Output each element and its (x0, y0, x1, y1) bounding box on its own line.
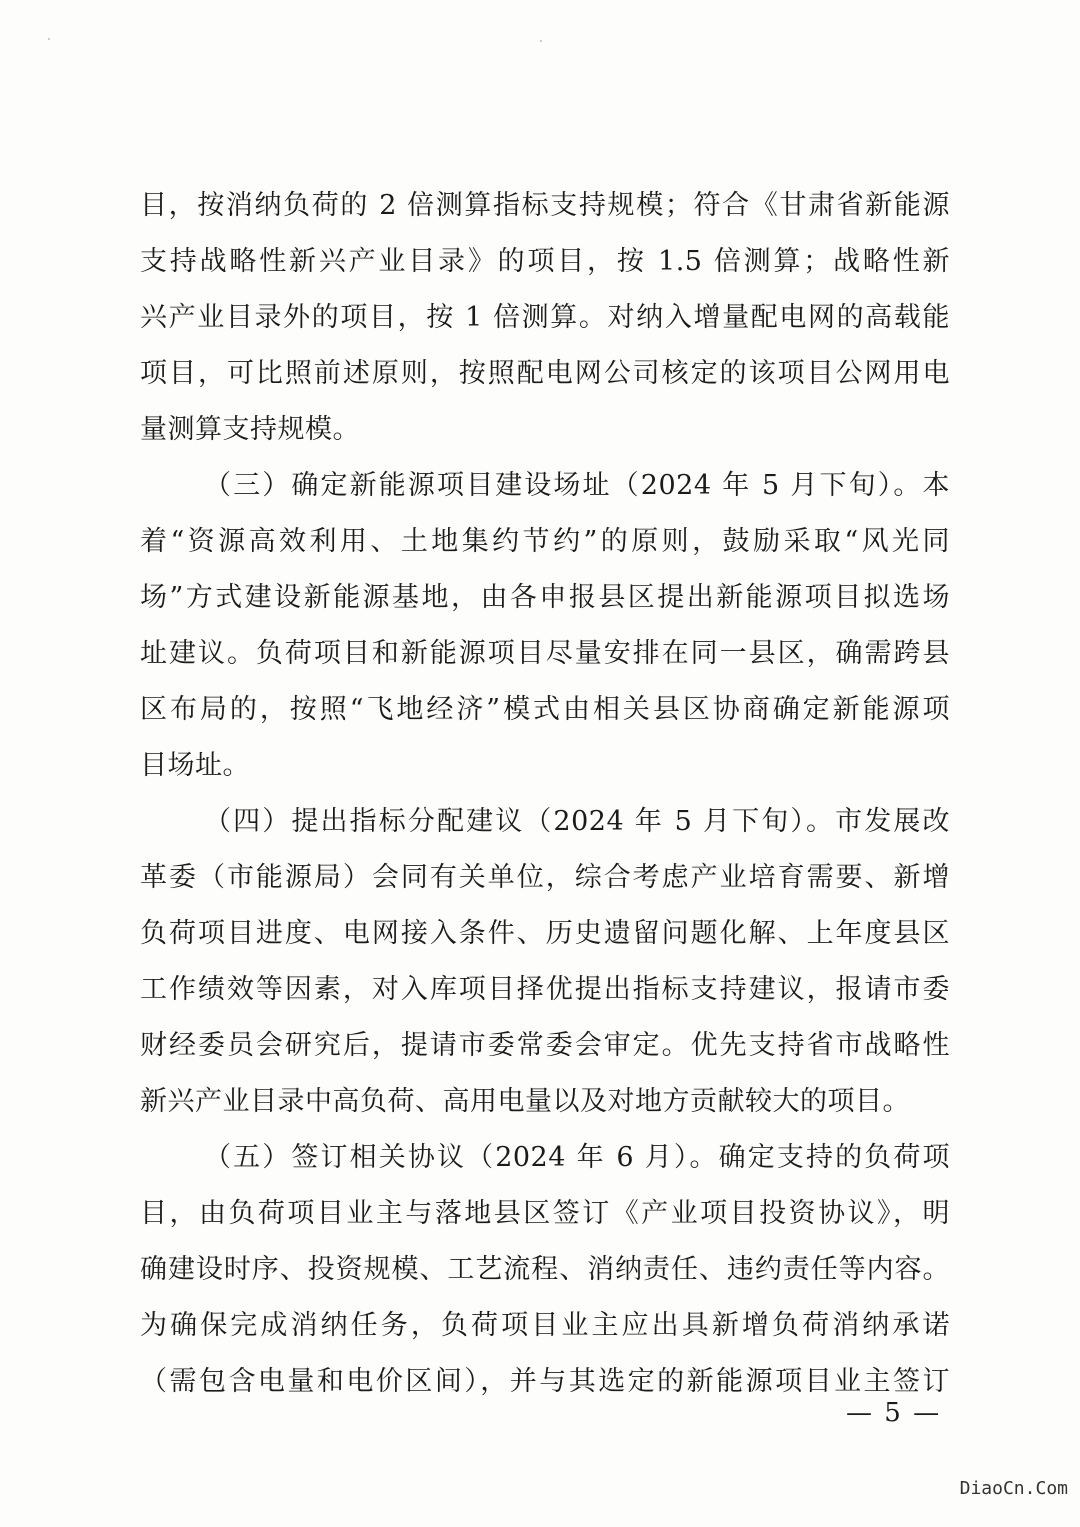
text-line: 负荷项目进度、电网接入条件、历史遗留问题化解、上年度县区 (140, 918, 950, 949)
scan-speck (48, 38, 50, 40)
text-line: 支持战略性新兴产业目录》的项目，按 1.5 倍测算；战略性新 (140, 246, 950, 277)
text-line: 为确保完成消纳任务，负荷项目业主应出具新增负荷消纳承诺 (140, 1310, 950, 1341)
text-line: 量测算支持规模。 (140, 414, 360, 445)
section-heading-line: （四）提出指标分配建议（2024 年 5 月下旬）。市发展改 (204, 806, 950, 837)
text-line: 着“资源高效利用、土地集约节约”的原则，鼓励采取“风光同 (140, 526, 950, 557)
text-line: 项目，可比照前述原则，按照配电网公司核定的该项目公网用电 (140, 358, 950, 389)
text-line: 新兴产业目录中高负荷、高用电量以及对地方贡献较大的项目。 (140, 1086, 910, 1117)
text-line: 目，按消纳负荷的 2 倍测算指标支持规模；符合《甘肃省新能源 (140, 190, 950, 221)
text-line: （需包含电量和电价区间），并与其选定的新能源项目业主签订 (140, 1366, 950, 1397)
text-line: 址建议。负荷项目和新能源项目尽量安排在同一县区，确需跨县 (140, 638, 950, 669)
text-line: 场”方式建设新能源基地，由各申报县区提出新能源项目拟选场 (140, 582, 950, 613)
body-text (140, 178, 950, 1410)
text-line: 区布局的，按照“飞地经济”模式由相关县区协商确定新能源项 (140, 694, 950, 725)
section-heading-line: （五）签订相关协议（2024 年 6 月）。确定支持的负荷项 (204, 1142, 950, 1173)
text-line: 确建设时序、投资规模、工艺流程、消纳责任、违约责任等内容。 (140, 1254, 950, 1285)
watermark: DiaoCn.Com (959, 1478, 1068, 1499)
scan-speck (540, 40, 542, 42)
text-line: 革委（市能源局）会同有关单位，综合考虑产业培育需要、新增 (140, 862, 950, 893)
text-line: 兴产业目录外的项目，按 1 倍测算。对纳入增量配电网的高载能 (140, 302, 950, 333)
text-line: 目场址。 (140, 750, 250, 781)
section-heading-line: （三）确定新能源项目建设场址（2024 年 5 月下旬）。本 (204, 470, 950, 501)
page-number: — 5 — (846, 1398, 942, 1428)
text-line: 目，由负荷项目业主与落地县区签订《产业项目投资协议》，明 (140, 1198, 950, 1229)
text-line: 工作绩效等因素，对入库项目择优提出指标支持建议，报请市委 (140, 974, 950, 1005)
text-line: 财经委员会研究后，提请市委常委会审定。优先支持省市战略性 (140, 1030, 950, 1061)
